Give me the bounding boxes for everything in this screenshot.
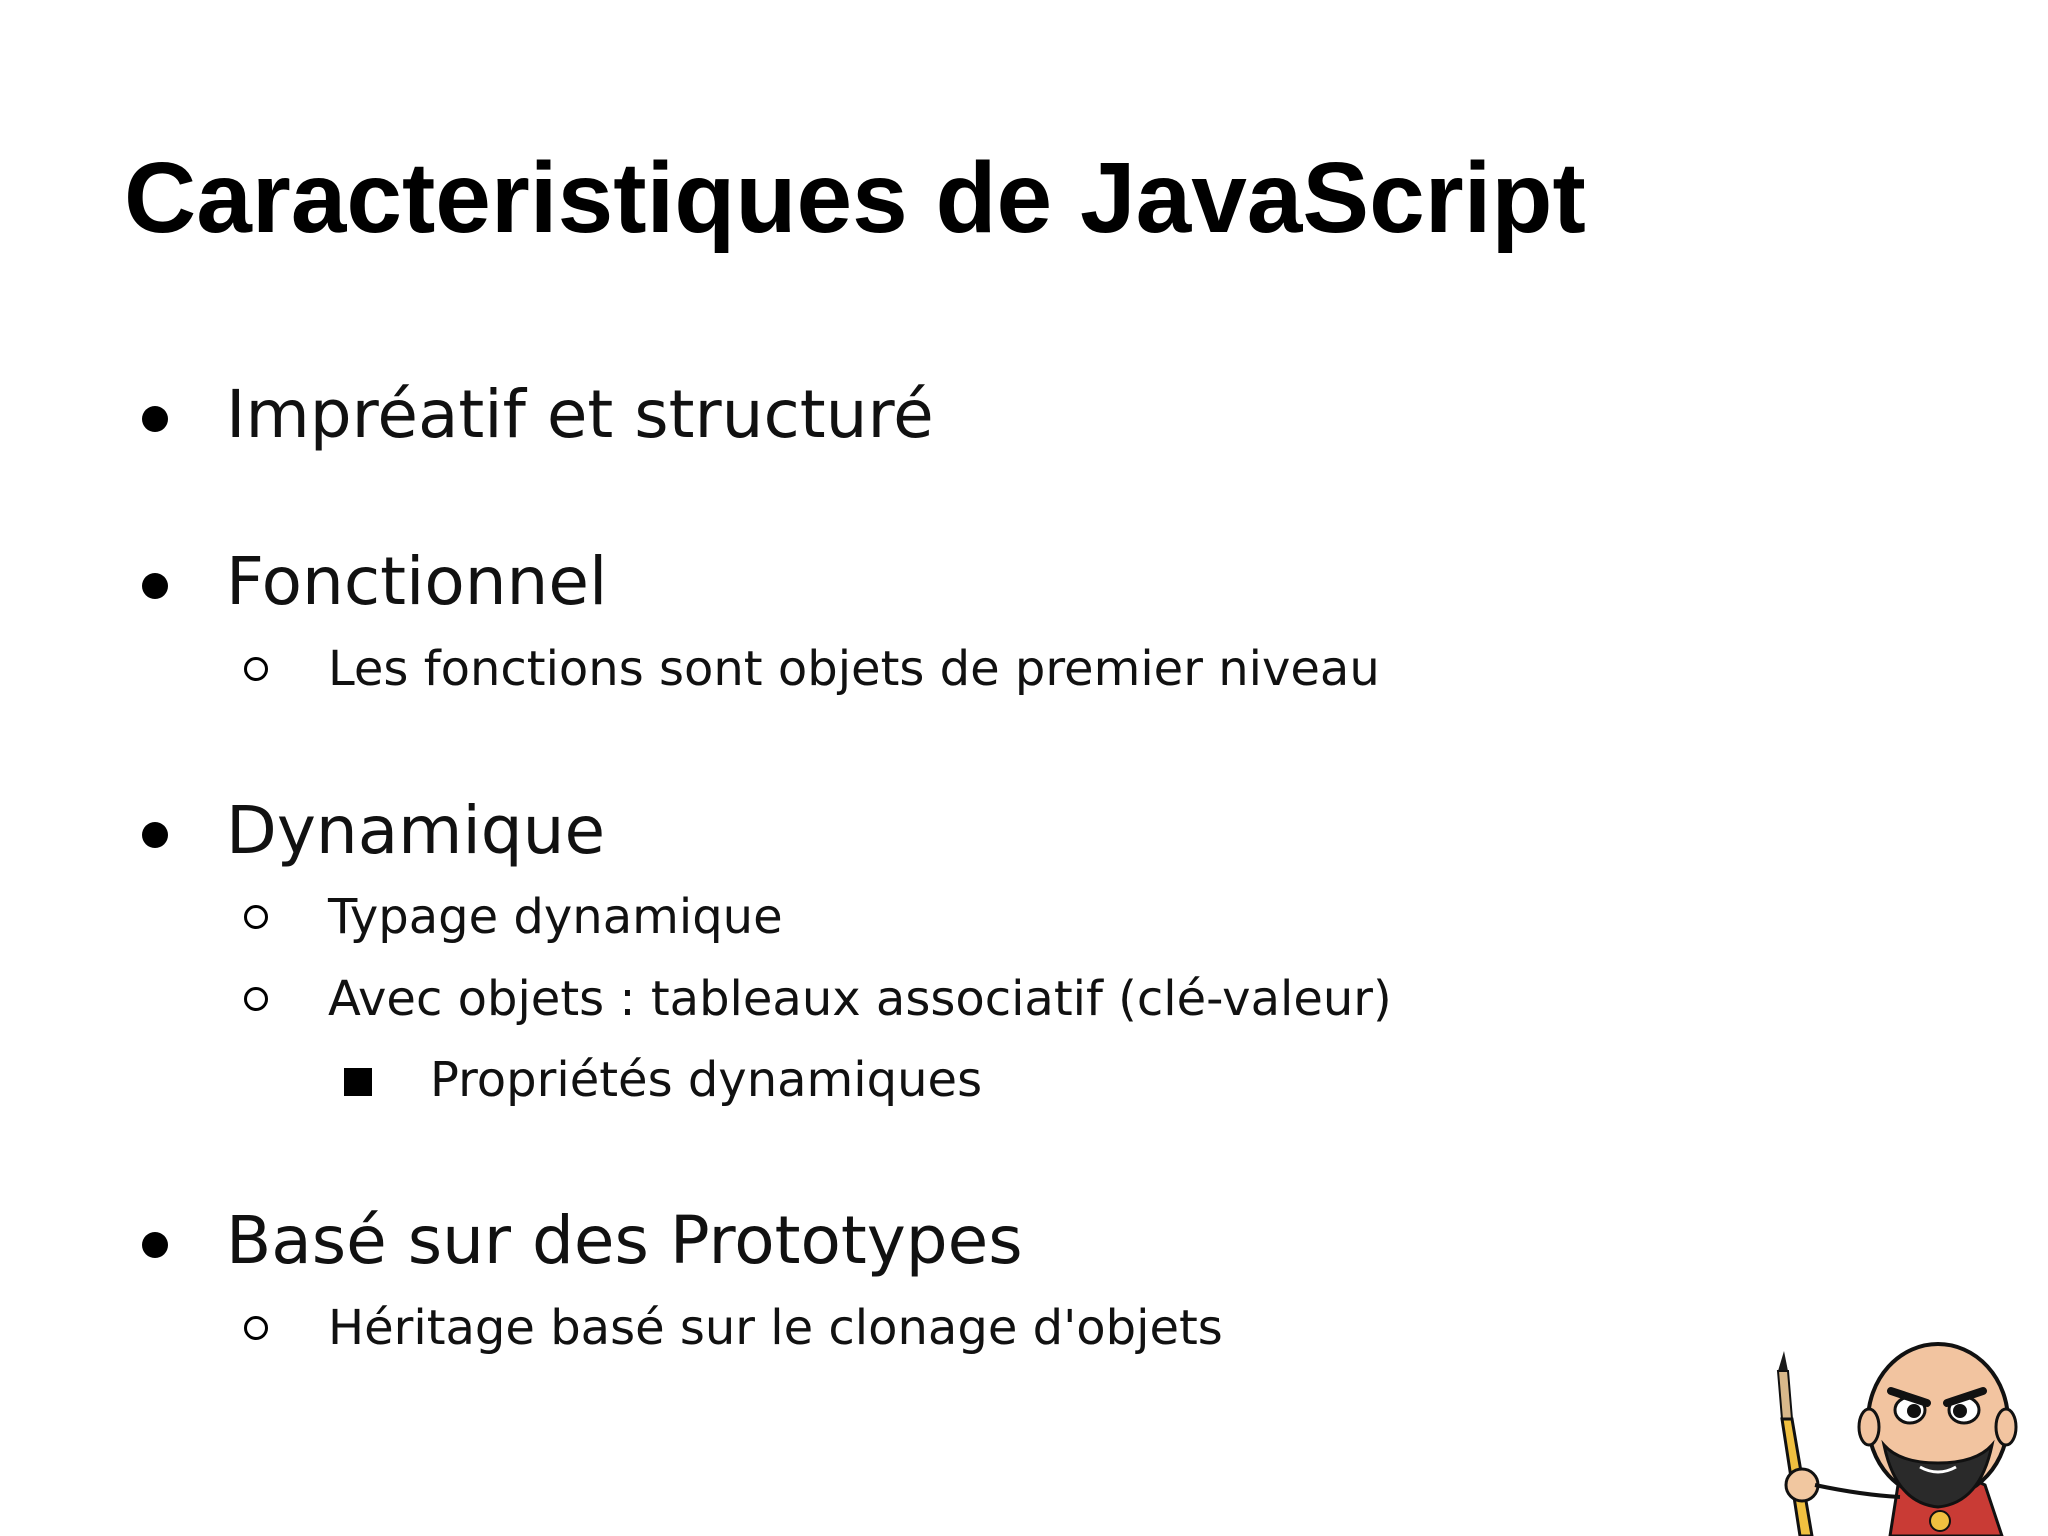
bullet-dot-icon xyxy=(142,406,168,432)
bullet-item xyxy=(226,376,934,453)
slide-title: Caracteristiques de JavaScript xyxy=(124,142,1586,254)
bullet-circle-icon xyxy=(244,987,268,1011)
bullet-item xyxy=(226,543,608,620)
sub-bullet-item xyxy=(328,1300,1223,1356)
pencil-icon xyxy=(1778,1351,1812,1536)
sub-bullet-item xyxy=(328,641,1380,697)
sub-bullet-item xyxy=(328,971,1392,1027)
bullet-dot-icon xyxy=(142,1232,168,1258)
bullet-circle-icon xyxy=(244,657,268,681)
sub-bullet-text: Typage dynamique xyxy=(328,889,783,945)
sub-bullet-text: Les fonctions sont objets de premier niveau xyxy=(328,641,1380,697)
bullet-text: Impréatif et structuré xyxy=(226,376,934,453)
bullet-item xyxy=(226,1202,1023,1279)
bullet-dot-icon xyxy=(142,573,168,599)
bullet-circle-icon xyxy=(244,905,268,929)
bullet-square-icon xyxy=(344,1068,372,1096)
sub-sub-bullet-text: Propriétés dynamiques xyxy=(430,1052,983,1108)
sub-bullet-text: Avec objets : tableaux associatif (clé-valeur) xyxy=(328,971,1392,1027)
sub-bullet-text: Héritage basé sur le clonage d'objets xyxy=(328,1300,1223,1356)
sub-sub-bullet-item xyxy=(430,1052,983,1108)
bullet-circle-icon xyxy=(244,1316,268,1340)
bullet-text: Fonctionnel xyxy=(226,543,608,620)
bullet-text: Basé sur des Prototypes xyxy=(226,1202,1023,1279)
mascot-illustration-icon xyxy=(1770,1335,2048,1536)
sub-bullet-item xyxy=(328,889,783,945)
bullet-dot-icon xyxy=(142,822,168,848)
bullet-item xyxy=(226,792,606,869)
bullet-text: Dynamique xyxy=(226,792,606,869)
